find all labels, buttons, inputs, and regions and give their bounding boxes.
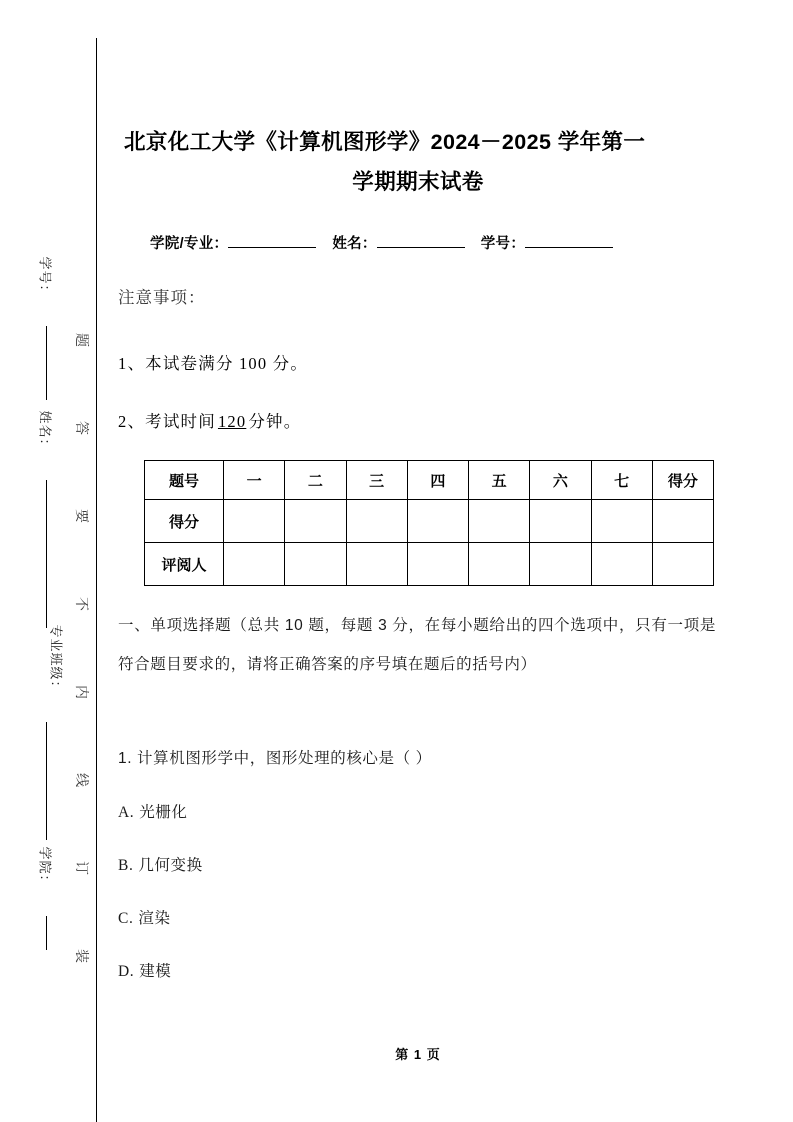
margin-field-line-2 [46,480,47,628]
score-table-header-1: 一 [224,461,285,500]
score-table-header-7: 七 [591,461,652,500]
score-table [144,460,714,586]
input-student-id[interactable] [525,233,613,248]
score-table-header-3: 三 [346,461,407,500]
notice-item-2 [118,408,301,432]
score-table-header-8: 得分 [652,461,713,500]
score-table-header-4: 四 [407,461,468,500]
margin-field-line-1 [46,326,47,400]
question-1-option-d[interactable] [118,959,678,981]
page-title [118,122,718,202]
notice-item-2-suffix: 分钟。 [248,412,302,431]
margin-field-college: 学院： [37,846,53,889]
notices-heading: 注意事项： [118,288,206,307]
exam-paper-body [118,0,718,1122]
notice-char-8: 装 [74,949,90,963]
option-b-label: B. [118,857,134,874]
question-1-option-a[interactable] [118,800,678,822]
option-a-label: A. [118,804,135,821]
score-cell-3[interactable] [346,500,407,543]
grader-cell-6[interactable] [530,543,591,586]
score-row-label: 得分 [145,500,224,543]
score-table-header-5: 五 [469,461,530,500]
grader-cell-4[interactable] [407,543,468,586]
margin-field-student-id: 学号： [37,256,53,299]
score-cell-2[interactable] [285,500,346,543]
student-info-line [150,232,710,253]
score-cell-total[interactable] [652,500,713,543]
score-table-header-2: 二 [285,461,346,500]
label-college-major: 学院/专业： [150,236,229,252]
exam-duration-value: 120 [217,412,247,431]
grader-cell-total[interactable] [652,543,713,586]
option-d-label: D. [118,963,135,980]
margin-field-name: 姓名： [37,410,53,453]
page-title-line-2: 学期期末试卷 [352,170,484,194]
table-row-score [145,500,714,543]
option-c-text: 渲染 [138,910,171,927]
question-1-option-c[interactable] [118,906,678,928]
score-cell-7[interactable] [591,500,652,543]
notice-item-1: 1、本试卷满分 100 分。 [118,354,309,373]
page-title-line-1: 北京化工大学《计算机图形学》2024－2025 学年第一 [124,130,646,154]
notice-char-4: 不 [74,597,90,611]
notice-char-5: 内 [74,685,90,699]
grader-cell-5[interactable] [469,543,530,586]
score-cell-6[interactable] [530,500,591,543]
option-d-text: 建模 [139,963,172,980]
score-table-header-0: 题号 [145,461,224,500]
grader-cell-1[interactable] [224,543,285,586]
score-cell-5[interactable] [469,500,530,543]
grader-cell-7[interactable] [591,543,652,586]
binding-margin-notice [62,330,102,1030]
notice-char-2: 答 [74,421,90,435]
input-college-major[interactable] [228,233,316,248]
notice-char-7: 订 [74,861,90,875]
label-name: 姓名： [332,236,377,252]
question-1-option-b[interactable] [118,853,678,875]
grader-cell-3[interactable] [346,543,407,586]
margin-field-line-3 [46,722,47,840]
input-name[interactable] [377,233,465,248]
label-student-id: 学号： [480,236,526,252]
option-a-text: 光栅化 [139,804,188,821]
score-cell-4[interactable] [407,500,468,543]
section-heading-one: 一、单项选择题（总共 10 题，每题 3 分，在每小题给出的四个选项中，只有一项是符合题目要求的，请将正确答案的序号填在题后的括号内） [118,617,716,673]
margin-field-line-4 [46,916,47,950]
grader-cell-2[interactable] [285,543,346,586]
score-table-header-6: 六 [530,461,591,500]
table-row-grader [145,543,714,586]
page-footer: 第 1 页 [395,1047,441,1062]
notice-char-1: 题 [74,333,90,347]
question-1-text: 1. 计算机图形学中，图形处理的核心是（ ） [118,750,432,767]
option-c-label: C. [118,910,134,927]
margin-field-class: 专业班级： [48,624,64,695]
score-cell-1[interactable] [224,500,285,543]
grader-row-label: 评阅人 [145,543,224,586]
notice-item-2-prefix: 2、考试时间 [118,412,216,431]
notice-char-3: 要 [74,509,90,523]
notice-char-6: 线 [74,773,90,787]
option-b-text: 几何变换 [138,857,203,874]
table-row-header [145,461,714,500]
